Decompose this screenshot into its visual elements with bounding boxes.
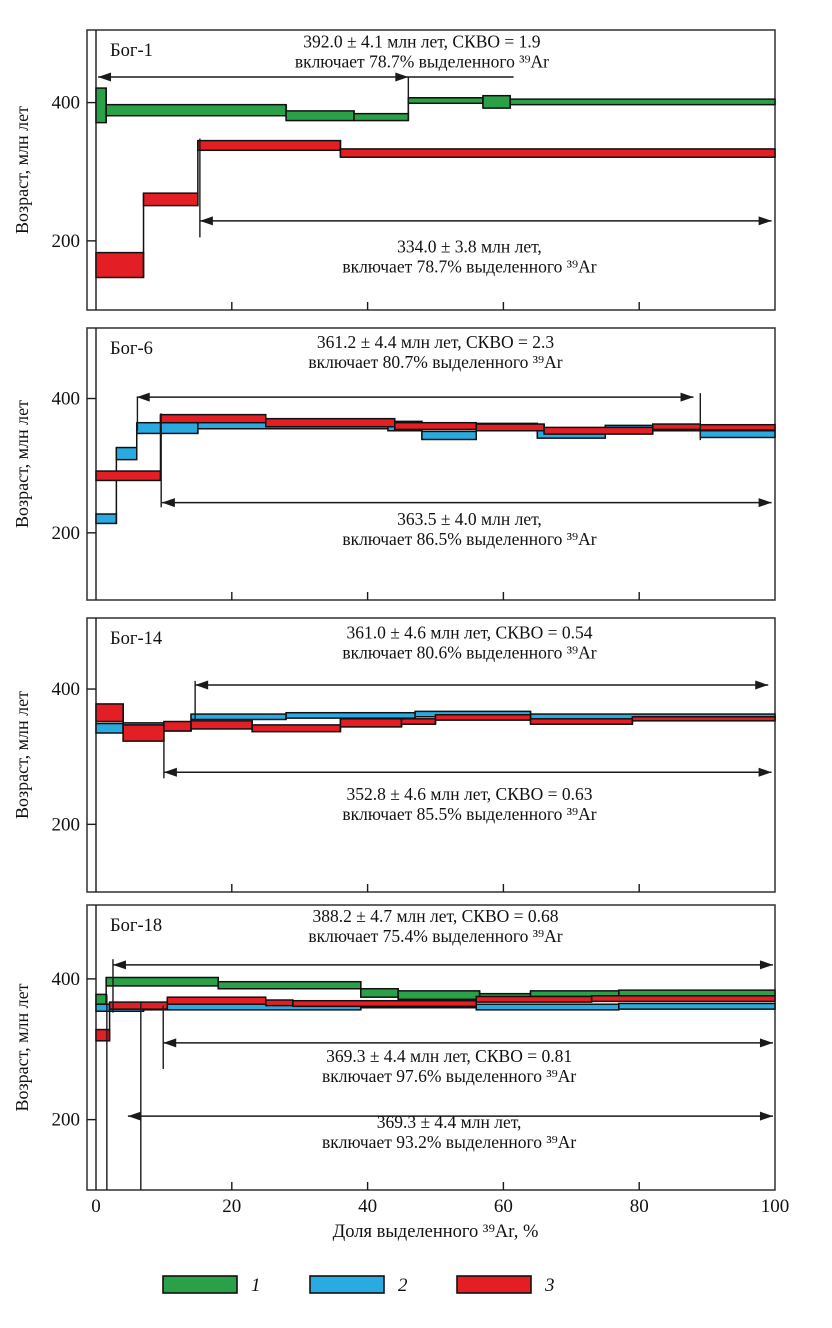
plateau-annotation-line: 369.3 ± 4.4 млн лет, xyxy=(376,1112,522,1133)
age-step-box xyxy=(476,424,544,431)
age-step-box xyxy=(164,722,191,731)
age-step-box xyxy=(106,105,286,116)
x-tick-label: 100 xyxy=(760,1196,790,1217)
plateau-annotation-line: включает 93.2% выделенного ³⁹Ar xyxy=(321,1132,577,1153)
plateau-annotation-line: включает 97.6% выделенного ³⁹Ar xyxy=(321,1065,577,1086)
plateau-annotation-line: 334.0 ± 3.8 млн лет, xyxy=(397,236,542,257)
y-tick-label: 200 xyxy=(51,522,80,544)
age-step-box xyxy=(144,193,198,205)
age-step-box xyxy=(116,448,136,460)
age-step-box xyxy=(110,1002,168,1009)
x-tick-label: 40 xyxy=(358,1196,378,1217)
panel-Бог-18 xyxy=(12,905,775,1190)
age-step-box xyxy=(198,141,341,151)
plateau-annotation-line: 369.3 ± 4.4 млн лет, СКВО = 0.81 xyxy=(326,1045,573,1066)
x-tick-label: 20 xyxy=(222,1196,242,1217)
y-tick-label: 200 xyxy=(51,814,80,836)
plateau-annotation-line: 352.8 ± 4.6 млн лет, СКВО = 0.63 xyxy=(346,783,593,804)
age-step-box xyxy=(700,431,775,438)
age-step-box xyxy=(137,423,198,434)
legend-label-3: 3 xyxy=(545,1275,555,1296)
plateau-annotation-line: 363.5 ± 4.0 млн лет, xyxy=(397,508,542,529)
plateau-annotation-line: включает 85.5% выделенного ³⁹Ar xyxy=(342,803,597,824)
legend-swatch-3 xyxy=(457,1276,531,1293)
plateau-annotation-line: включает 78.7% выделенного ³⁹Ar xyxy=(294,51,550,72)
age-step-box xyxy=(167,997,265,1004)
age-step-box xyxy=(340,149,775,157)
age-step-box xyxy=(476,1004,619,1010)
y-tick-label: 200 xyxy=(51,230,80,252)
plateau-annotation-line: 361.0 ± 4.6 млн лет, СКВО = 0.54 xyxy=(346,622,593,643)
age-step-box xyxy=(96,994,106,1004)
age-step-box xyxy=(632,717,775,721)
y-axis-title: Возраст, млн лет xyxy=(12,400,32,528)
age-step-box xyxy=(408,98,483,104)
age-step-box xyxy=(592,996,775,1002)
age-step-box xyxy=(354,114,408,121)
plateau-annotation-line: включает 86.5% выделенного ³⁹Ar xyxy=(342,528,597,549)
age-step-box xyxy=(293,1001,476,1007)
age-step-box xyxy=(106,977,218,985)
age-step-box xyxy=(653,424,701,429)
legend-label-2: 2 xyxy=(398,1275,408,1296)
age-step-box xyxy=(96,471,161,480)
plateau-annotation-line: включает 80.7% выделенного ³⁹Ar xyxy=(308,352,563,373)
y-tick-label: 400 xyxy=(51,968,80,990)
legend-swatch-1 xyxy=(163,1276,237,1293)
age-step-box xyxy=(191,721,252,729)
x-tick-label: 60 xyxy=(493,1196,513,1217)
x-axis xyxy=(91,1196,789,1242)
age-step-box xyxy=(510,99,775,105)
age-step-box xyxy=(361,989,398,997)
y-axis-title: Возраст, млн лет xyxy=(12,983,32,1112)
plateau-annotation-line: 388.2 ± 4.7 млн лет, СКВО = 0.68 xyxy=(312,905,559,926)
age-step-box xyxy=(483,96,510,108)
age-step-box xyxy=(218,982,361,989)
age-step-box xyxy=(96,704,123,722)
age-step-box xyxy=(422,431,476,439)
sample-label: Бог-1 xyxy=(110,41,153,61)
legend xyxy=(163,1275,555,1296)
age-step-box xyxy=(700,425,775,430)
age-step-box xyxy=(266,419,395,427)
panel-Бог-6 xyxy=(12,328,775,600)
legend-swatch-2 xyxy=(310,1276,384,1293)
legend-label-1: 1 xyxy=(251,1275,261,1296)
age-step-box xyxy=(619,1004,775,1010)
age-step-box xyxy=(266,1000,293,1006)
age-step-box xyxy=(395,423,476,430)
y-tick-label: 200 xyxy=(51,1109,80,1131)
age-step-box xyxy=(161,415,266,423)
sample-label: Бог-18 xyxy=(110,916,163,936)
x-axis-title: Доля выделенного ³⁹Ar, % xyxy=(332,1222,539,1242)
plateau-annotation-line: 392.0 ± 4.1 млн лет, СКВО = 1.9 xyxy=(303,31,541,52)
plateau-annotation-line: включает 78.7% выделенного ³⁹Ar xyxy=(342,256,597,277)
age-step-box xyxy=(402,719,436,724)
age-step-box xyxy=(531,719,633,724)
y-tick-label: 400 xyxy=(51,679,80,701)
age-step-box xyxy=(619,990,775,996)
age-step-box xyxy=(96,724,123,733)
panel-Бог-1 xyxy=(12,30,775,310)
age-step-box xyxy=(340,719,401,727)
plateau-annotation-line: 361.2 ± 4.4 млн лет, СКВО = 2.3 xyxy=(316,332,555,353)
y-tick-label: 400 xyxy=(51,388,80,410)
age-step-box xyxy=(96,253,144,278)
age-step-box xyxy=(96,514,116,523)
age-step-box xyxy=(398,991,479,999)
age-step-box xyxy=(286,111,354,121)
y-axis-title: Возраст, млн лет xyxy=(12,106,32,234)
sample-label: Бог-6 xyxy=(110,339,153,359)
age-step-box xyxy=(252,725,340,732)
x-tick-label: 0 xyxy=(91,1196,101,1217)
plateau-annotation-line: включает 75.4% выделенного ³⁹Ar xyxy=(308,925,563,946)
panel-Бог-14 xyxy=(12,618,775,892)
age-step-box xyxy=(476,996,591,1002)
age-step-box xyxy=(123,725,164,741)
y-tick-label: 400 xyxy=(51,92,80,114)
x-tick-label: 80 xyxy=(629,1196,649,1217)
plateau-annotation-line: включает 80.6% выделенного ³⁹Ar xyxy=(342,642,597,663)
y-axis-title: Возраст, млн лет xyxy=(12,691,32,819)
age-step-box xyxy=(544,427,653,434)
age-step-box xyxy=(191,714,286,719)
sample-label: Бог-14 xyxy=(110,629,163,649)
age-step-box xyxy=(436,715,531,720)
age-step-box xyxy=(96,88,106,123)
age-step-box xyxy=(286,713,415,718)
